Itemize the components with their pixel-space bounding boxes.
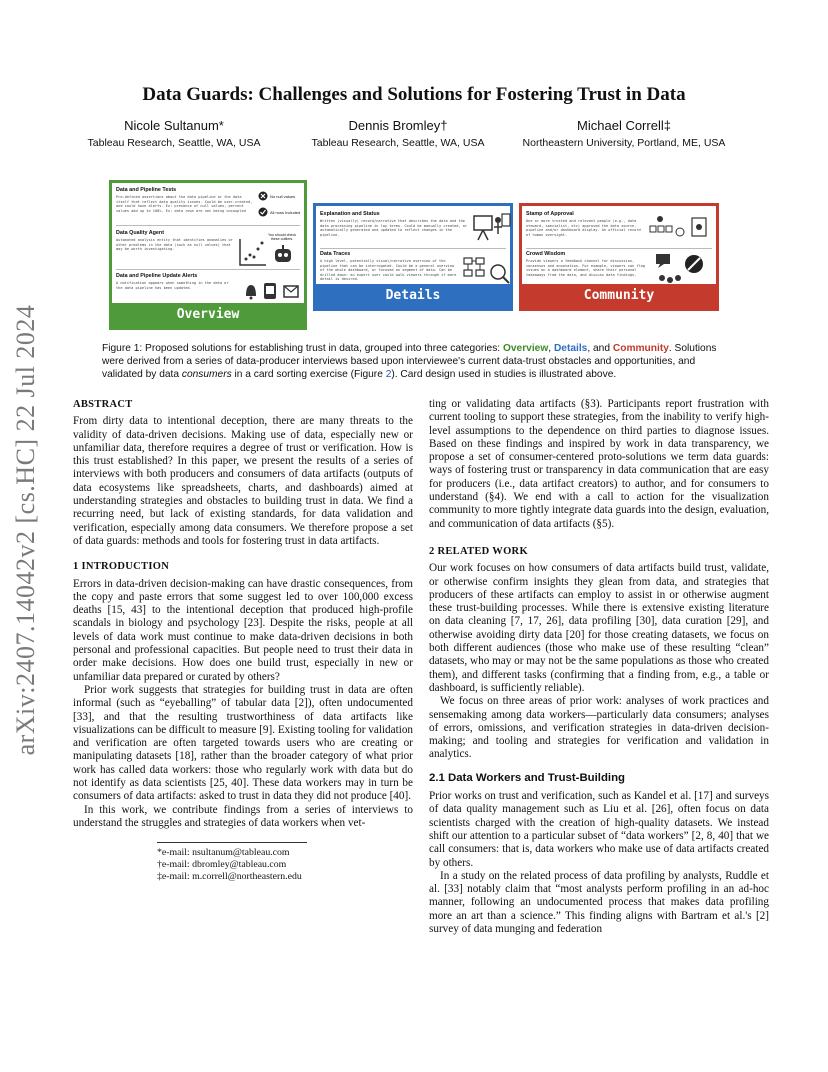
details-label: Details [316, 284, 510, 308]
section-title: Data Traces [320, 251, 351, 257]
pipeline-trace-icon [462, 256, 512, 286]
badge-label: No null values [270, 193, 296, 199]
section-text: Provide viewers a feedback channel for discussion, consensus and annotation. For example, viewers can flag issues on a dashboard element, share their personal takeaways from the data, and discuss data findings. [526, 259, 645, 277]
divider [116, 269, 300, 270]
section-text: Automated analysis entity that identifies anomalies or other problems in the data (such as null values) that may be worth investigating. [116, 238, 233, 252]
footnote: *e-mail: nsultanum@tableau.com [157, 847, 290, 859]
abstract-text: From dirty data to intentional deception, there are many threats to the validity of data-driven decisions. Making use of data, especially new or unfamiliar data, therefore requires a degree of trust or verification. How is this trust established? In this paper, we present the results of a series of interviews with both producers and consumers of data artifacts (outputs of data ecosystems like spreadsheets, charts, and dashboards) aimed at understanding strategies and obstacles to building trust in data. We find a recurring need, but lack of existing standards, for data validation and verification, especially among data consumers. We therefore propose a set of data guards: methods and tools for fostering trust in data artifacts. [73, 415, 413, 547]
intro-heading: 1 INTRODUCTION [73, 561, 170, 573]
body-paragraph: ting or validating data artifacts (§3). Participants report frustration with current tooling to support these strategies, from the inability to verify high-level assumptions to the dependence on third parties to diagnose issues. Based on these findings and inspired by work in data transparency, we propose a set of consumer-centered proto-solutions we term data guards: ways of fostering trust or transparency in data communication that are easy for producers (i.e., data artifact creators) to author, and for consumers to understand (§4). We end with a call to action for the visualization community to more tightly integrate data guards into the design, evaluation, and communication of data artifacts (§5). [429, 398, 769, 530]
caption-text: in a card sorting exercise (Figure [231, 369, 386, 380]
author-name: Michael Correll‡ [577, 118, 671, 133]
details-card [313, 203, 513, 311]
robot-icon [272, 245, 294, 265]
notification-icons [242, 281, 302, 301]
arxiv-stamp-text: arXiv:2407.14042v2 [cs.HC] 22 Jul 2024 [11, 304, 40, 756]
author-2 [278, 118, 518, 149]
card-section [320, 211, 470, 237]
caption-text: Figure 1: Proposed solutions for establishing trust in data, grouped into three categories: [102, 343, 503, 354]
section-title: Stamp of Approval [526, 211, 574, 217]
community-label: Community [522, 284, 716, 308]
abstract-heading: ABSTRACT [73, 399, 133, 410]
left-column [73, 398, 413, 883]
author-3 [504, 118, 744, 149]
badge-label: All rows Included [270, 209, 301, 215]
section-text: Pre-defined assertions about the data pipeline or the data itself that reflect data quality issues. Could be user-created, and could have alerts. Ex: presence of null values, percent values add up to 100%. Ex: data rows are not being uncoupled [116, 195, 253, 213]
subsection-heading: 2.1 Data Workers and Trust-Building [429, 771, 625, 784]
agent-quote: You should check these outliers. [267, 233, 297, 241]
card-section [526, 211, 646, 237]
community-card [519, 203, 719, 311]
caption-overview: Overview [502, 343, 549, 354]
x-circle-icon [258, 191, 268, 201]
author-1 [54, 118, 294, 149]
card-section [116, 230, 236, 252]
caption-text: , [548, 343, 554, 354]
section-text: One or more trusted and relevant people (e.g., data steward, specialist, etc) approved the data source, pipeline and/or dashboard display. An official record of human oversight. [526, 219, 641, 237]
caption-community: Community [612, 343, 669, 354]
caption-text: , and [587, 343, 613, 354]
card-section [320, 251, 460, 282]
caption-text: ). Card design used in studies is illustrated above. [391, 369, 617, 380]
divider [320, 248, 506, 249]
footnote: ‡e-mail: m.correll@northeastern.edu [157, 871, 302, 883]
caption-emph: consumers [181, 369, 232, 380]
presentation-icon [472, 212, 512, 242]
scatter-plot-icon [238, 237, 268, 267]
caption-details: Details [553, 343, 588, 354]
overview-label: Overview [112, 303, 304, 327]
right-column [429, 398, 769, 936]
related-work-heading: 2 RELATED WORK [429, 545, 528, 557]
author-affiliation: Tableau Research, Seattle, WA, USA [311, 137, 485, 149]
author-name: Dennis Bromley† [348, 118, 448, 133]
body-paragraph: We focus on three areas of prior work: analyses of work practices and sensemaking among data workers—particularly data consumers; analyses of errors, omissions, and verification strategies in data-driven decision-making; and tooling and strategies for verification and validation in analytics. [429, 695, 769, 761]
intro-paragraph: In this work, we contribute findings from a series of interviews to understand the struggles and strategies of data workers when vet- [73, 803, 413, 829]
overview-card [109, 180, 307, 330]
author-name: Nicole Sultanum* [124, 118, 224, 133]
badge-group [258, 191, 300, 217]
section-title: Data and Pipeline Update Alerts [116, 273, 198, 279]
card-section [526, 251, 646, 277]
caption-text: . Solutions were derived from a series of data-producer interviews based upon interviewee's current data-trust obstacles and opportunities, and validated by data [102, 343, 717, 380]
figure-ref-link[interactable]: 2 [385, 369, 392, 380]
section-title: Data Quality Agent [116, 230, 165, 236]
paper-title: Data Guards: Challenges and Solutions for Fostering Trust in Data [142, 84, 686, 105]
section-title: Data and Pipeline Tests [116, 187, 177, 193]
footnotes [73, 847, 413, 883]
card-section [116, 273, 236, 290]
intro-paragraph: Errors in data-driven decision-making can have drastic consequences, from the copy and paste errors that some suggest led to over 100,000 excess deaths [15, 43] to the intentional deception that produced high-profile scandals in biology and psychology [23]. Despite the risks, people at all levels of data work must continue to make data-driven decisions in both personal and professional capacities. But people need to trust their data in order make decisions. How does one build trust, especially in new or unfamiliar data prepared or curated by others? [73, 577, 413, 683]
body-paragraph: Our work focuses on how consumers of data artifacts build trust, validate, or otherwise confirm insights they glean from data, and strategies that producers of these artifacts can employ to assist in or otherwise augment these trust-building processes. While there is extensive existing literature on data cleaning [7, 17, 26], data profiling [30], data curation [29], and otherwise avoiding dirty data [20] for those creating datasets, we focus on both different audiences (those who make use of these resulting “clean” datasets, who may or may not be the same populations as those who created them), and different tasks (confirming that a finding from, e.g., a table or dashboard, is sufficiently reliable). [429, 562, 769, 694]
divider [526, 248, 712, 249]
author-affiliation: Tableau Research, Seattle, WA, USA [87, 137, 261, 149]
section-text: A notification appears when something in the data or the data pipeline has been updated. [116, 281, 229, 290]
section-title: Crowd Wisdom [526, 251, 566, 257]
divider [116, 225, 300, 226]
check-circle-icon [258, 207, 268, 217]
section-title: Explanation and Status [320, 211, 380, 217]
footnote-rule [157, 842, 307, 843]
author-affiliation: Northeastern University, Portland, ME, USA [522, 137, 726, 149]
figure-caption [102, 342, 727, 381]
section-text: Written (visually) record/narrative that describes the data and the data processing pipeline in lay terms. Could be manually created, or automatically generated and updated to reflect changes in the pipeline. [320, 219, 468, 237]
approval-icons [648, 214, 718, 240]
body-paragraph: Prior works on trust and verification, such as Kandel et al. [17] and surveys of data quality management such as Liu et al. [26], often focus on data scientists charged with the creation of high-quality datasets. We instead shift our attention to a particular subset of “data workers” [2, 8, 40] that we call consumers: that is, data workers who make use of data artifacts created by others. [429, 790, 769, 869]
intro-paragraph: Prior work suggests that strategies for building trust in data are often informal (such as “eyeballing” of tabular data [2]), often undocumented [33], and that the resulting trustworthiness of data artifacts like visualizations can be difficult to measure [9]. Existing tooling for validation and verification are often targeted towards users who are creating or manipulating datasets [18], rather than the broader category of what prior work has called data workers: those who regularly work with data but do not identify as data scientists [25, 40]. These data workers may in turn be consumers of data artifacts: asked to trust in data they did not produce [40]. [73, 683, 414, 803]
footnote: †e-mail: dbromley@tableau.com [157, 859, 287, 871]
crowd-icons [652, 252, 716, 288]
section-text: A high level, potentially visual/narrative overview of the pipeline that can be interrogated. Could be a general overview of the whole dashboard, or focused on segment of data. Can be drilled down: an expert user could walk viewers through if more detail is desired. [320, 259, 457, 282]
card-section [116, 187, 256, 213]
arxiv-stamp [6, 300, 46, 760]
body-paragraph: In a study on the related process of data profiling by analysts, Ruddle et al. [33] notably claim that “most analysts perform profiling in an ad-hoc manner, following an undocumented process that makes data profiling more an art than a science.” This finding aligns with Bartram et al.'s [2] survey of data munging and federation [429, 869, 769, 935]
